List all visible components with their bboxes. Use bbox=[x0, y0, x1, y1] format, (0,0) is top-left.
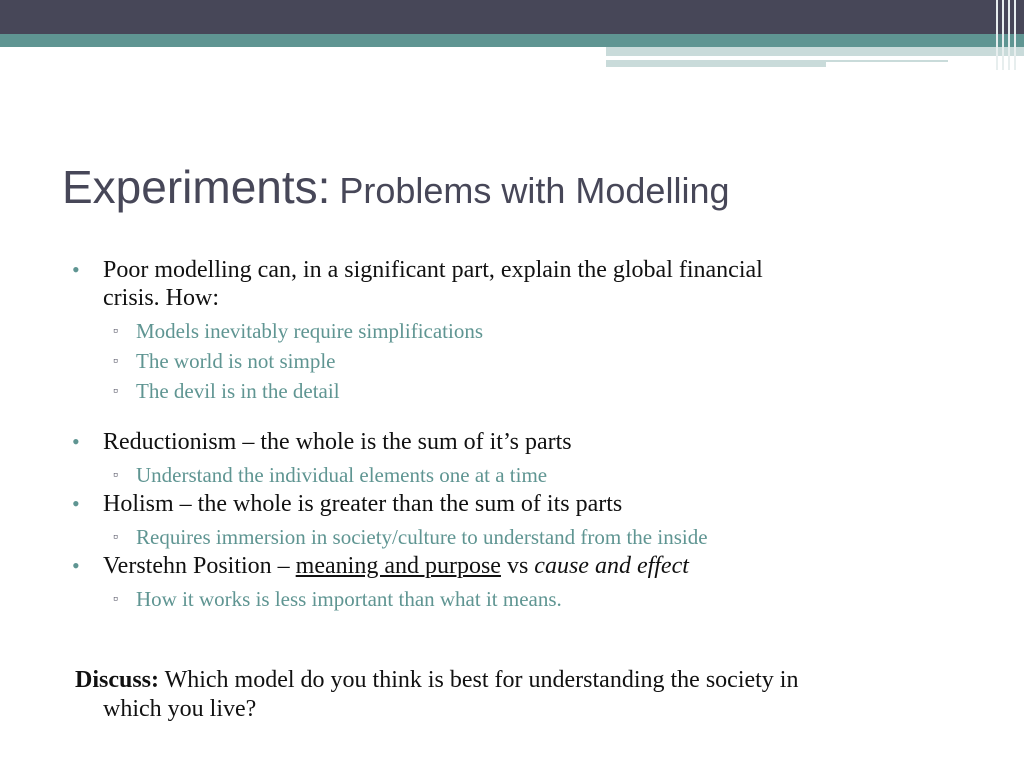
bullet-dot-icon: • bbox=[72, 429, 80, 454]
header-band-light bbox=[606, 47, 1024, 56]
bullet-text: Holism – the whole is greater than the sum of its parts bbox=[103, 491, 623, 517]
sub-bullet-list bbox=[103, 460, 972, 490]
square-bullet-icon: ▫ bbox=[113, 324, 118, 339]
bullet-text-continued: crisis. How: bbox=[103, 285, 219, 311]
slide-title-main: Experiments: bbox=[62, 161, 331, 213]
slide-title-sub: Problems with Modelling bbox=[339, 170, 730, 211]
bullet-text: Poor modelling can, in a significant part, explain the global financial bbox=[103, 257, 763, 283]
sub-bullet-text: The devil is in the detail bbox=[136, 379, 340, 403]
square-bullet-icon: ▫ bbox=[113, 530, 118, 545]
sub-bullet-list bbox=[103, 316, 972, 406]
header-vertical-lines bbox=[994, 0, 1024, 70]
bullet-item bbox=[72, 428, 972, 490]
header-band-teal bbox=[0, 34, 1024, 47]
sub-bullet-item bbox=[103, 376, 972, 406]
square-bullet-icon: ▫ bbox=[113, 468, 118, 483]
bullet-dot-icon: • bbox=[72, 257, 80, 282]
bullet-dot-icon: • bbox=[72, 491, 80, 516]
sub-bullet-list bbox=[103, 522, 972, 552]
sub-bullet-item bbox=[103, 522, 972, 552]
header-thin-line bbox=[826, 60, 948, 62]
bullet-text-underlined: meaning and purpose bbox=[295, 553, 501, 579]
sub-bullet-list bbox=[103, 584, 972, 614]
discussion-prompt bbox=[75, 666, 995, 724]
sub-bullet-item bbox=[103, 346, 972, 376]
sub-bullet-item bbox=[103, 316, 972, 346]
slide-title bbox=[62, 160, 730, 214]
header-band-dark bbox=[0, 0, 1024, 34]
bullet-text: Reductionism – the whole is the sum of it’s parts bbox=[103, 429, 572, 455]
sub-bullet-item bbox=[103, 460, 972, 490]
sub-bullet-item bbox=[103, 584, 972, 614]
sub-bullet-text: Requires immersion in society/culture to understand from the inside bbox=[136, 525, 708, 549]
bullet-dot-icon: • bbox=[72, 553, 80, 578]
bullet-text bbox=[103, 552, 972, 580]
square-bullet-icon: ▫ bbox=[113, 384, 118, 399]
bullet-item bbox=[72, 256, 972, 406]
bullet-list bbox=[72, 256, 972, 614]
sub-bullet-text: The world is not simple bbox=[136, 349, 336, 373]
sub-bullet-text: How it works is less important than what it means. bbox=[136, 587, 562, 611]
square-bullet-icon: ▫ bbox=[113, 592, 118, 607]
sub-bullet-text: Models inevitably require simplifications bbox=[136, 319, 484, 343]
bullet-text-italic: cause and effect bbox=[534, 553, 689, 579]
spacer bbox=[72, 406, 972, 428]
bullet-item bbox=[72, 552, 972, 614]
discussion-text-continued: which you live? bbox=[103, 696, 257, 722]
square-bullet-icon: ▫ bbox=[113, 354, 118, 369]
discussion-label: Discuss: bbox=[75, 667, 160, 693]
discussion-text: Which model do you think is best for understanding the society in bbox=[159, 667, 799, 693]
bullet-item bbox=[72, 490, 972, 552]
bullet-text-middle: vs bbox=[500, 553, 535, 579]
bullet-text-prefix: Verstehn Position – bbox=[103, 553, 296, 579]
sub-bullet-text: Understand the individual elements one at a time bbox=[136, 463, 548, 487]
header-band-light-lower bbox=[606, 60, 826, 67]
